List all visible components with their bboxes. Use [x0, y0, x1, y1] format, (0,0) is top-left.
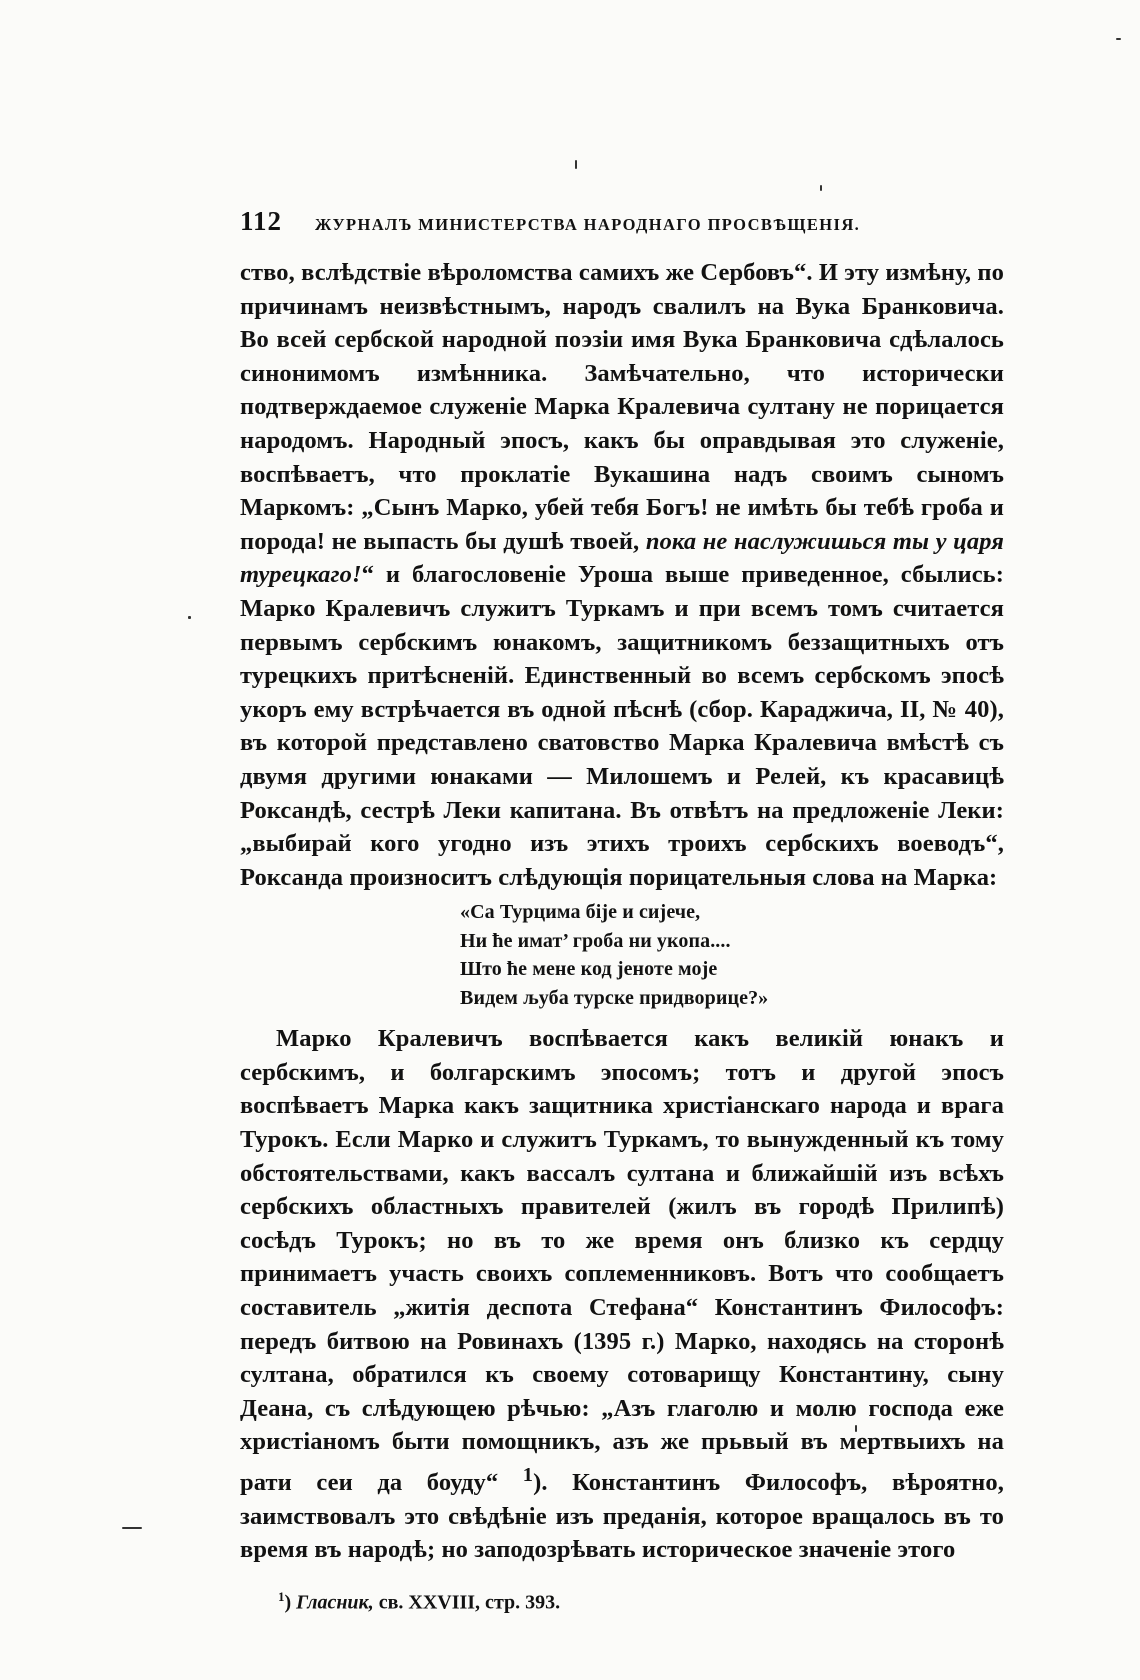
paragraph-text: ство, вслѣдствіе вѣроломства самихъ же Сербовъ“. И эту измѣну, по причинамъ неизвѣстнымъ, народъ свалилъ на Вука Бранковича. Во всей сербской народной поэзіи имя Вука Бранковича сдѣлалось синонимомъ измѣнника. Замѣчательно, что исторически подтверждаемое служеніе Марка Кралевича султану не порицается народомъ. Народный эпосъ, какъ бы оправдывая это служеніе, воспѣваетъ, что проклатіе Вукашина надъ своимъ сыномъ Маркомъ: „Сынъ Марко, убей тебя Богъ! не имѣть бы тебѣ гроба и порода! не выпасть бы душѣ твоей,	[240, 259, 1004, 555]
print-speck	[1116, 38, 1121, 40]
print-speck	[575, 160, 577, 169]
body-text	[240, 256, 1004, 1567]
footnote-reference: 1	[522, 1464, 534, 1486]
running-head	[240, 206, 1004, 248]
verse-line: Ни ће имат’ гроба ни укопа....	[460, 929, 731, 952]
print-speck	[188, 616, 191, 619]
book-page	[240, 206, 1004, 1615]
verse-line: Видем љуба турске придворице?»	[460, 986, 769, 1009]
paragraph-continued	[240, 256, 1004, 894]
footnote-text: св. XXVIII, стр. 393.	[373, 1591, 561, 1614]
journal-title: ЖУРНАЛЪ МИНИСТЕРСТВА НАРОДНАГО ПРОСВѢЩЕНІЯ.	[315, 215, 861, 234]
print-speck	[122, 1527, 142, 1529]
verse-quotation	[460, 898, 1004, 1012]
page-number: 112	[240, 206, 283, 236]
paragraph-text: Марко Кралевичъ воспѣвается какъ великій юнакъ и сербскимъ, и болгарскимъ эпосомъ; тотъ и другой эпосъ воспѣваетъ Марка какъ защитника христіанскаго народа и врага Турокъ. Если Марко и служитъ Туркамъ, то вынужденный къ тому обстоятельствами, какъ вассалъ султана и ближайшій изъ всѣхъ сербскихъ областныхъ правителей (жилъ въ городѣ Прилипѣ) сосѣдъ Турокъ; но въ то же время онъ близко къ сердцу принимаетъ участь своихъ соплеменниковъ. Вотъ что сообщаетъ составитель „житія деспота Стефана“ Константинъ Философъ: передъ битвою на Ровинахъ (1395 г.) Марко, находясь на сторонѣ султана, обратился къ своему сотоварищу Константину, сыну Деана, съ слѣдующею рѣчью: „Азъ глаголю и молю господа еже христіаномъ быти помощникъ, азъ же прьвый въ мертвыихъ на рати сеи да боуду“	[240, 1025, 1004, 1497]
paragraph-text: ). Константинъ Философъ, вѣроятно, заимствовалъ это свѣдѣніе изъ преданія, которое вращалось въ то время въ народѣ; но заподозрѣвать историческое значеніе этого	[240, 1469, 1004, 1564]
footnote: $^1$) Гласник, св. XXVIII, стр. 393.	[278, 1588, 561, 1614]
print-speck	[820, 185, 822, 191]
footnote-source: Гласник,	[296, 1591, 374, 1614]
paragraph	[240, 1022, 1004, 1567]
italic-quote: пока не наслужишься ты у царя турецкаго!	[240, 527, 1004, 589]
verse-line: «Са Турцима біје и сијече,	[460, 901, 701, 924]
footnote-marker: 1	[278, 1588, 285, 1604]
verse-line: Што ће мене код јеноте моје	[460, 958, 718, 981]
paragraph-text: “ и благословеніе Уроша выше приведенное, сбылись: Марко Кралевичъ служитъ Туркамъ и при всемъ томъ считается первымъ сербскимъ юнакомъ, защитникомъ беззащитныхъ отъ турецкихъ притѣсненій. Единственный во всемъ сербскомъ эпосѣ укоръ ему встрѣчается въ одной пѣснѣ (сбор. Караджича, II, № 40), въ которой представлено сватовство Марка Кралевича вмѣстѣ съ двумя другими юнаками — Милошемъ и Релей, къ красавицѣ Роксандѣ, сестрѣ Леки капитана. Въ отвѣтъ на предложеніе Леки: „выбирай кого угодно изъ этихъ троихъ сербскихъ воеводъ“, Роксанда произноситъ слѣдующія порицательныя слова на Марка:	[240, 561, 1004, 891]
